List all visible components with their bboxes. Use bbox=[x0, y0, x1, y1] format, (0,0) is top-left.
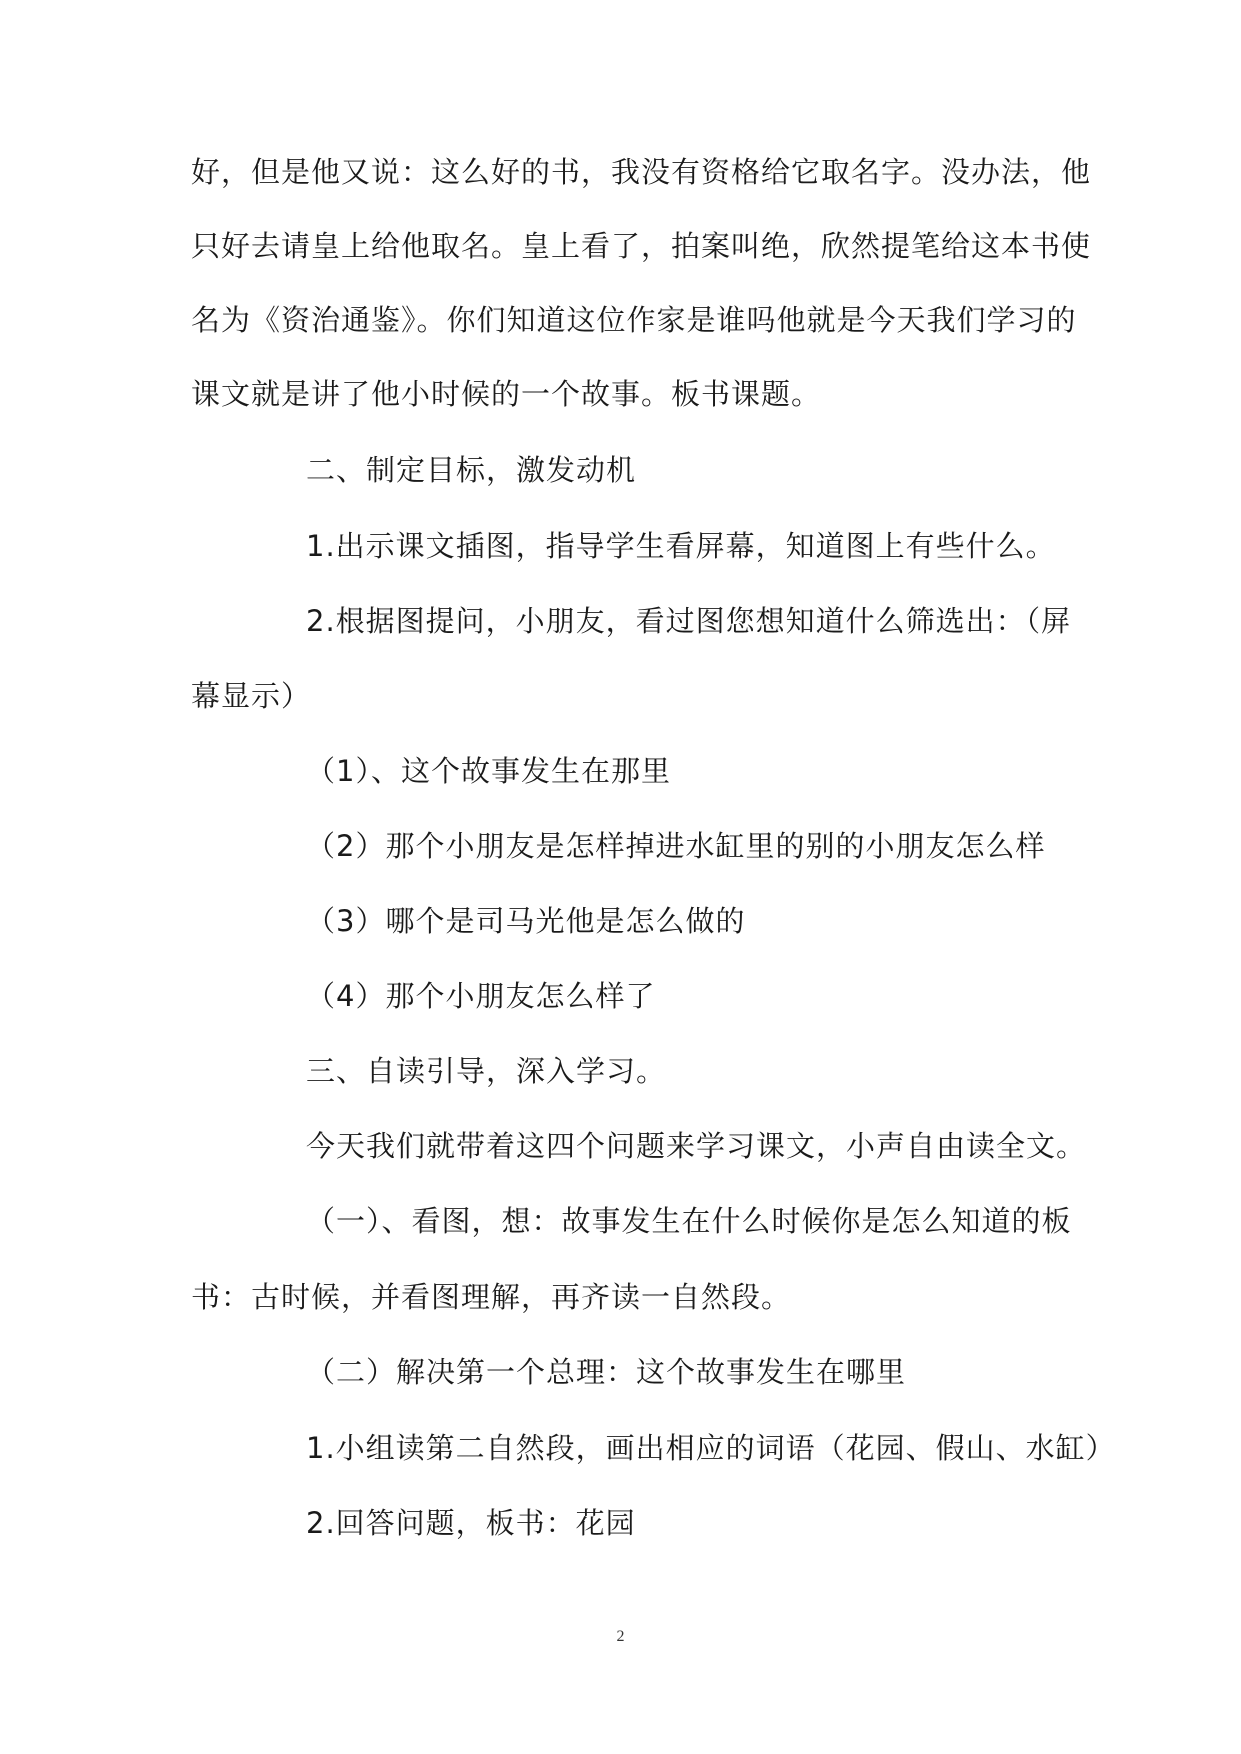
section-heading-2: 二、制定目标，激发动机 bbox=[306, 453, 637, 487]
page-number: 2 bbox=[616, 1628, 625, 1645]
section-heading-3: 三、自读引导，深入学习。 bbox=[306, 1054, 667, 1088]
text-line-14: 今天我们就带着这四个问题来学习课文，小声自由读全文。 bbox=[306, 1129, 1087, 1163]
text-line-19: 2.回答问题，板书：花园 bbox=[306, 1506, 636, 1540]
text-line-15: （一）、看图，想：故事发生在什么时候你是怎么知道的板 bbox=[306, 1204, 1072, 1238]
text-line-18: 1.小组读第二自然段，画出相应的词语（花园、假山、水缸） bbox=[306, 1431, 1116, 1465]
text-line-6: 1.出示课文插图，指导学生看屏幕，知道图上有些什么。 bbox=[306, 529, 1056, 563]
text-line-7: 2.根据图提问，小朋友，看过图您想知道什么筛选出：（屏 bbox=[306, 604, 1072, 638]
text-line-2: 只好去请皇上给他取名。皇上看了，拍案叫绝，欣然提笔给这本书使 bbox=[191, 229, 1092, 263]
text-line-16: 书：古时候，并看图理解，再齐读一自然段。 bbox=[191, 1280, 792, 1314]
question-3: （3）哪个是司马光他是怎么做的 bbox=[306, 904, 746, 938]
question-4: （4）那个小朋友怎么样了 bbox=[306, 979, 656, 1013]
question-2: （2）那个小朋友是怎样掉进水缸里的别的小朋友怎么样 bbox=[306, 829, 1046, 863]
text-line-1: 好，但是他又说：这么好的书，我没有资格给它取名字。没办法，他 bbox=[191, 155, 1092, 189]
text-line-8: 幕显示） bbox=[191, 679, 312, 713]
question-1: （1）、这个故事发生在那里 bbox=[306, 754, 671, 788]
text-line-4: 课文就是讲了他小时候的一个故事。板书课题。 bbox=[191, 377, 822, 411]
text-line-17: （二）解决第一个总理：这个故事发生在哪里 bbox=[306, 1355, 907, 1389]
text-line-3: 名为《资治通鉴》。你们知道这位作家是谁吗他就是今天我们学习的 bbox=[191, 303, 1077, 337]
